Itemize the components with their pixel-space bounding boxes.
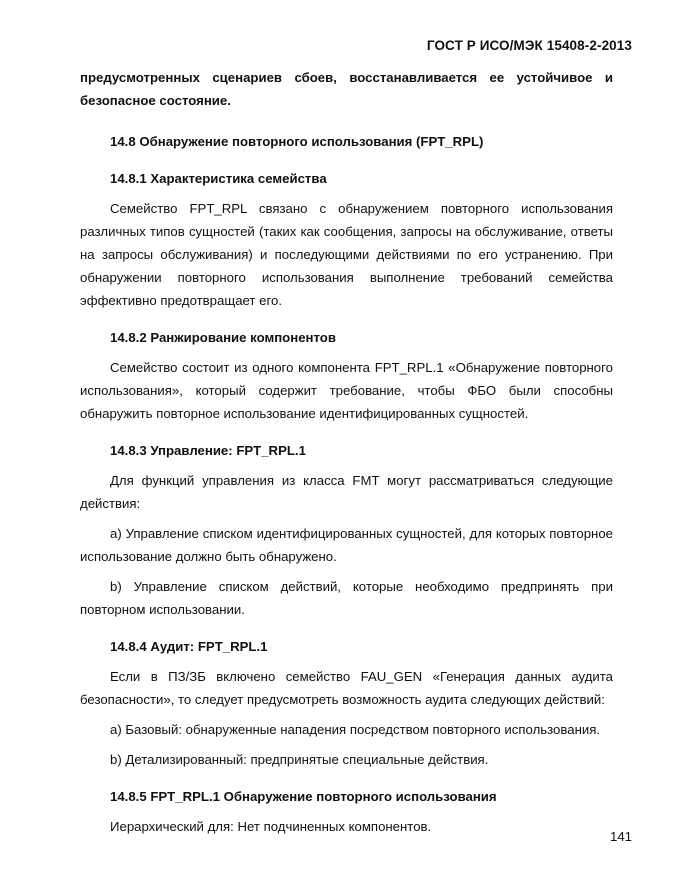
section-title: 14.8 Обнаружение повторного использования (FPT_RPL): [110, 134, 484, 149]
page-number: 141: [609, 829, 632, 844]
subsection-4-item-a: a) Базовый: обнаруженные нападения посредством повторного использования.: [110, 722, 601, 737]
subsection-1-paragraph: Семейство FPT_RPL связано с обнаружением повторного использования различных типов сущностей (таких как сообщения, запросы на обслуживание, ответы на запросы обслуживания) и последующими действиями по его устранению. При обнаружении повторного использования выполнение требований семейства эффективно предотвращает его.: [80, 201, 613, 308]
subsection-title-3: 14.8.3 Управление: FPT_RPL.1: [110, 443, 306, 458]
intro-paragraph: предусмотренных сценариев сбоев, восстанавливается ее устойчивое и безопасное состояние.: [80, 70, 613, 108]
subsection-title-5: 14.8.5 FPT_RPL.1 Обнаружение повторного использования: [110, 789, 497, 804]
subsection-4-paragraph: Если в ПЗ/ЗБ включено семейство FAU_GEN «Генерация данных аудита безопасности», то следует предусмотреть возможность аудита следующих действий:: [80, 669, 613, 707]
subsection-3-item-b: b) Управление списком действий, которые необходимо предпринять при повторном использовании.: [80, 579, 613, 617]
subsection-5-paragraph: Иерархический для: Нет подчиненных компонентов.: [110, 819, 432, 834]
subsection-3-paragraph: Для функций управления из класса FMT могут рассматриваться следующие действия:: [80, 473, 613, 511]
document-header: ГОСТ Р ИСО/МЭК 15408-2-2013: [426, 38, 632, 53]
subsection-4-item-b: b) Детализированный: предпринятые специальные действия.: [110, 752, 489, 767]
page-content: [80, 66, 613, 838]
subsection-2-paragraph: Семейство состоит из одного компонента FPT_RPL.1 «Обнаружение повторного использования», который содержит требование, чтобы ФБО были способны обнаружить повторное использование идентифицированных сущностей.: [80, 360, 613, 421]
subsection-title-2: 14.8.2 Ранжирование компонентов: [110, 330, 336, 345]
subsection-title-4: 14.8.4 Аудит: FPT_RPL.1: [110, 639, 268, 654]
subsection-3-item-a: a) Управление списком идентифицированных сущностей, для которых повторное использование должно быть обнаружено.: [80, 526, 613, 564]
subsection-title-1: 14.8.1 Характеристика семейства: [110, 171, 327, 186]
